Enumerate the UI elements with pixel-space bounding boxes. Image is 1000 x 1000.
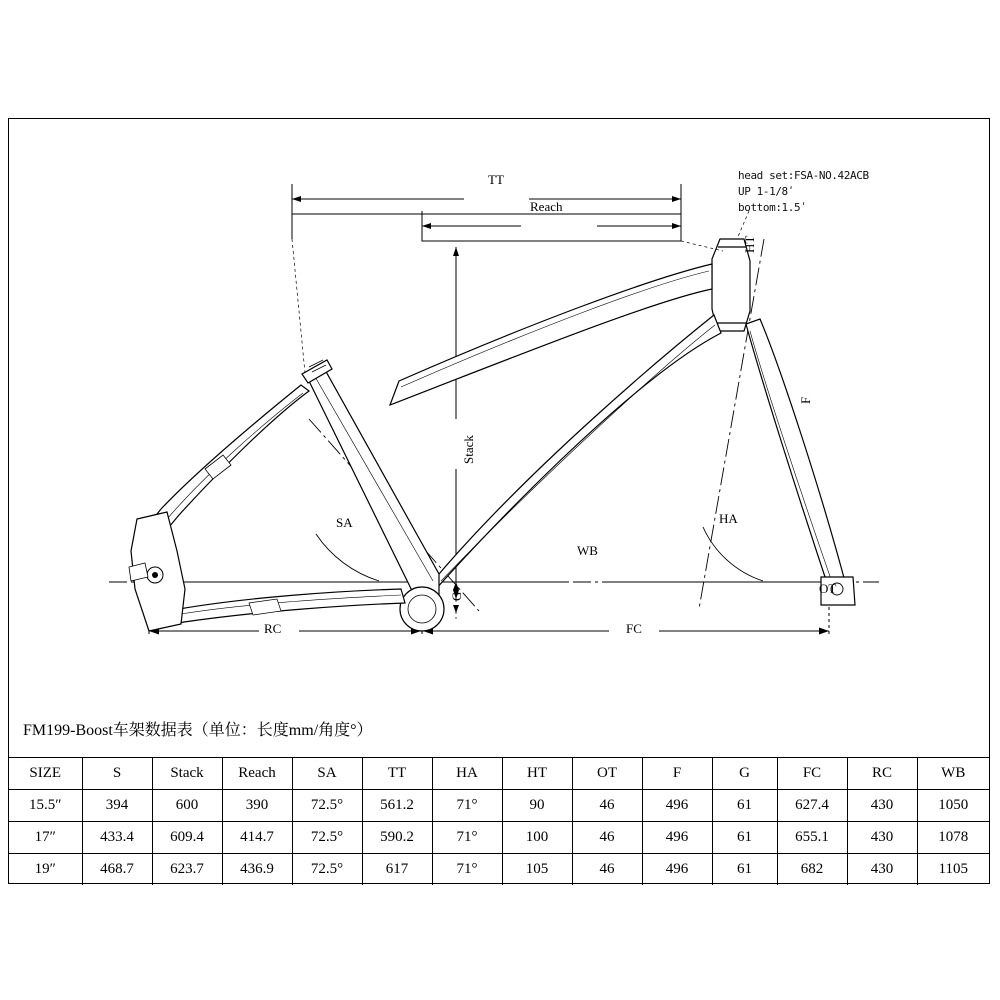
- table-cell: 627.4: [777, 790, 847, 822]
- table-cell: 430: [847, 822, 917, 854]
- table-header-cell: Stack: [152, 758, 222, 790]
- table-cell: 390: [222, 790, 292, 822]
- label-fc: FC: [626, 621, 642, 636]
- label-g: G: [449, 591, 464, 601]
- table-header-cell: HT: [502, 758, 572, 790]
- table-header-row: [9, 758, 989, 790]
- label-rc: RC: [264, 621, 282, 636]
- table-cell: 600: [152, 790, 222, 822]
- table-row: [9, 822, 989, 854]
- table-cell: 1050: [917, 790, 989, 822]
- label-ot: OT: [819, 581, 837, 596]
- bottom-bracket: [400, 587, 444, 631]
- label-sa: SA: [336, 515, 353, 530]
- table-header-cell: Reach: [222, 758, 292, 790]
- table-cell: 100: [502, 822, 572, 854]
- center-lines: [109, 239, 879, 611]
- table-cell: 1078: [917, 822, 989, 854]
- table-header-cell: RC: [847, 758, 917, 790]
- table-cell: 19″: [9, 854, 82, 886]
- headset-note-line2: UP 1-1/8ʹ: [738, 185, 795, 198]
- table-cell: 61: [712, 854, 777, 886]
- table-cell: 72.5°: [292, 790, 362, 822]
- table-cell: 90: [502, 790, 572, 822]
- dimension-stack: [453, 247, 459, 599]
- table-cell: 682: [777, 854, 847, 886]
- table-cell: 394: [82, 790, 152, 822]
- table-header-cell: SA: [292, 758, 362, 790]
- table-cell: 433.4: [82, 822, 152, 854]
- table-header-cell: HA: [432, 758, 502, 790]
- table-cell: 71°: [432, 854, 502, 886]
- table-cell: 468.7: [82, 854, 152, 886]
- top-tube: [390, 264, 712, 405]
- seat-tube: [302, 360, 439, 609]
- table-row: [9, 854, 989, 886]
- table-cell: 105: [502, 854, 572, 886]
- table-cell: 15.5″: [9, 790, 82, 822]
- fork: [746, 319, 847, 589]
- table-cell: 561.2: [362, 790, 432, 822]
- frame-geometry-drawing: [9, 119, 989, 679]
- table-cell: 414.7: [222, 822, 292, 854]
- table-cell: 609.4: [152, 822, 222, 854]
- dimension-tt: [292, 184, 681, 239]
- table-cell: 71°: [432, 790, 502, 822]
- label-reach: Reach: [530, 199, 563, 214]
- dimension-reach: [422, 211, 681, 241]
- label-f: F: [798, 396, 813, 404]
- table-header-cell: G: [712, 758, 777, 790]
- table-header-cell: FC: [777, 758, 847, 790]
- headset-note-line1: head set:FSA-NO.42ACB: [738, 169, 869, 182]
- table-cell: 61: [712, 790, 777, 822]
- headset-note-line3: bottom:1.5ʹ: [738, 201, 807, 214]
- table-cell: 430: [847, 790, 917, 822]
- table-cell: 496: [642, 790, 712, 822]
- table-cell: 72.5°: [292, 854, 362, 886]
- table-cell: 71°: [432, 822, 502, 854]
- rear-dropout: [129, 512, 185, 631]
- seat-stay: [149, 385, 309, 533]
- table-cell: 46: [572, 822, 642, 854]
- angle-sa: [316, 534, 379, 581]
- table-header-cell: F: [642, 758, 712, 790]
- table-cell: 617: [362, 854, 432, 886]
- table-cell: 436.9: [222, 854, 292, 886]
- table-cell: 72.5°: [292, 822, 362, 854]
- table-cell: 1105: [917, 854, 989, 886]
- label-ht: HT: [742, 235, 757, 253]
- table-cell: 46: [572, 790, 642, 822]
- table-header-cell: S: [82, 758, 152, 790]
- table-cell: 623.7: [152, 854, 222, 886]
- table-header-cell: WB: [917, 758, 989, 790]
- table-cell: 61: [712, 822, 777, 854]
- table-cell: 496: [642, 854, 712, 886]
- label-stack: Stack: [461, 435, 476, 464]
- table-cell: 496: [642, 822, 712, 854]
- drawing-sheet: [8, 118, 990, 884]
- table-cell: 590.2: [362, 822, 432, 854]
- label-wb: WB: [577, 543, 598, 558]
- table-cell: 17″: [9, 822, 82, 854]
- table-cell: 655.1: [777, 822, 847, 854]
- label-ha: HA: [719, 511, 738, 526]
- table-cell: 46: [572, 854, 642, 886]
- dimension-wb: [141, 579, 837, 586]
- geometry-table: [9, 757, 989, 885]
- table-header-cell: TT: [362, 758, 432, 790]
- table-row: [9, 790, 989, 822]
- frame-geometry-svg: [9, 119, 989, 679]
- label-tt: TT: [488, 172, 504, 187]
- table-header-cell: SIZE: [9, 758, 82, 790]
- table-title: FM199-Boost车架数据表（单位：长度mm/角度°）: [23, 722, 373, 739]
- table-header-cell: OT: [572, 758, 642, 790]
- table-cell: 430: [847, 854, 917, 886]
